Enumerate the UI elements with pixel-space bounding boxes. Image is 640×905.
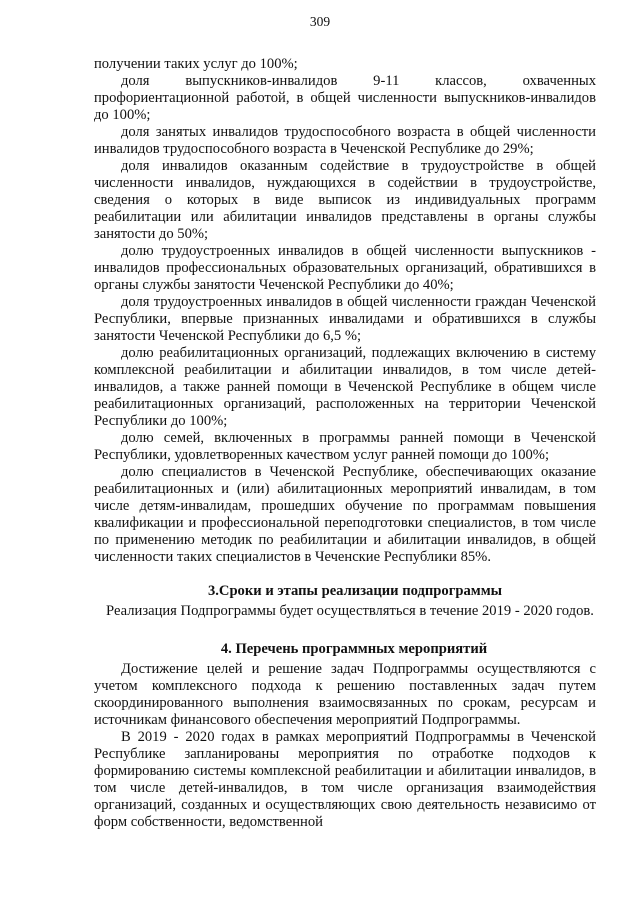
section-4-body xyxy=(94,661,596,831)
paragraph: доля инвалидов оказанным содействие в трудоустройстве в общей численности инвалидов, нуждающихся в содействии в трудоустройстве, сведения о которых в виде выписок из индивидуальных программ реабилитации или абилитации инвалидов представлены в органы службы занятости до 50%; xyxy=(94,158,596,242)
page-number: 309 xyxy=(309,14,331,29)
section-3-text: Реализация Подпрограммы будет осуществляться в течение 2019 - 2020 годов. xyxy=(106,603,594,619)
paragraph: долю семей, включенных в программы ранней помощи в Чеченской Республики, удовлетворенных качеством услуг ранней помощи до 100%; xyxy=(94,430,596,463)
paragraph: Достижение целей и решение задач Подпрограммы осуществляются с учетом комплексного подхода к решению поставленных задач путем скоординированного выполнения взаимосвязанных по срокам, ресурсам и источникам финансового обеспечения мероприятий Подпрограммы. xyxy=(94,661,596,728)
paragraph: доля выпускников-инвалидов 9-11 классов, охваченных профориентационной работой, в общей численности выпускников-инвалидов до 100%; xyxy=(94,73,596,123)
paragraph: В 2019 - 2020 годах в рамках мероприятий Подпрограммы в Чеченской Республике запланированы мероприятия по отработке подходов к формированию системы комплексной реабилитации и абилитации инвалидов, в том числе детей-инвалидов, в том числе организация взаимодействия организаций, созданных и осуществляющих свою деятельность независимо от форм собственности, ведомственной xyxy=(94,729,596,830)
paragraph: доля трудоустроенных инвалидов в общей численности граждан Чеченской Республики, впервые признанных инвалидами и обратившихся в службы занятости Чеченской Республики до 6,5 %; xyxy=(94,294,596,344)
section-4-heading: 4. Перечень программных мероприятий xyxy=(220,641,488,657)
targets-list xyxy=(94,56,596,566)
paragraph: долю специалистов в Чеченской Республике, обеспечивающих оказание реабилитационных и (или) абилитационных мероприятий инвалидам, в том числе детям-инвалидам, прошедших обучение по программам повышения квалификации и профессиональной переподготовки специалистов, в том числе по применению методик по реабилитации и абилитации инвалидов, в общей численности таких специалистов в Чеченские Республики 85%. xyxy=(94,464,596,565)
paragraph: долю трудоустроенных инвалидов в общей численности выпускников - инвалидов профессиональных образовательных организаций, обратившихся в органы службы занятости Чеченской Республики до 40%; xyxy=(94,243,596,293)
paragraph: долю реабилитационных организаций, подлежащих включению в систему комплексной реабилитации и абилитации инвалидов, в том числе детей-инвалидов, а также ранней помощи в Чеченской Республике в общем числе реабилитационных организаций, расположенных на территории Чеченской Республики до 100%; xyxy=(94,345,596,429)
document-body xyxy=(94,56,596,831)
section-3-heading: 3.Сроки и этапы реализации подпрограммы xyxy=(207,583,503,599)
paragraph: доля занятых инвалидов трудоспособного возраста в общей численности инвалидов трудоспособного возраста в Чеченской Республике до 29%; xyxy=(94,124,596,157)
paragraph: получении таких услуг до 100%; xyxy=(94,56,298,72)
